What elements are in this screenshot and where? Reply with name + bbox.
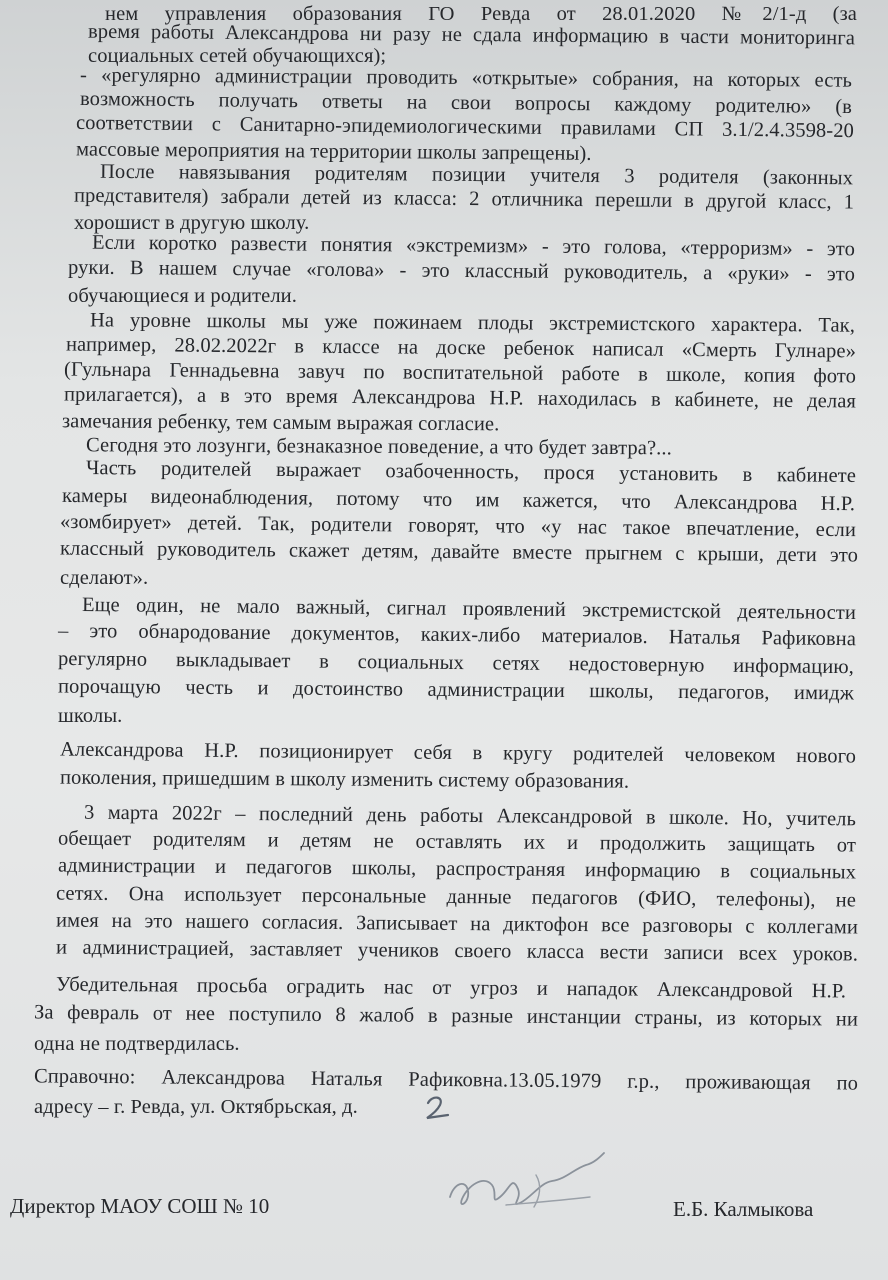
text-line: классный руководитель скажет детям, давайте вместе прыгнем с крыши, дети это [59, 537, 859, 567]
text-line: прилагается), а в это время Александрова Н.Р. находилась в кабинете, не делая [63, 383, 857, 413]
text-line: возможность получать ответы на свои вопросы каждому родителю» (в [79, 87, 853, 119]
text-line: замечания ребенку, тем самым выражая согласие. [61, 410, 500, 436]
text-line: Справочно: Александрова Наталья Рафиковна.13.05.1979 г.р., проживающая по [33, 1065, 859, 1095]
text-line: После навязывания родителям позиции учителя 3 родителя (законных [99, 160, 854, 190]
signer-title: Директор МАОУ СОШ № 10 [10, 1194, 270, 1218]
text-line: камеры видеонаблюдения, потому что им кажется, что Александрова Н.Р. [61, 484, 856, 516]
text-line: школы. [58, 705, 123, 727]
text-line: За февраль от нее поступило 8 жалоб в разные инстанции страны, из которых ни [33, 1001, 859, 1031]
text-line: Александрова Н.Р. позиционирует себя в кругу родителей человеком нового [59, 738, 857, 768]
text-line: регулярно выкладывает в социальных сетях недостоверную информацию, [57, 647, 855, 679]
text-line: На уровне школы мы уже пожинаем плоды экстремистского характера. Так, [89, 309, 856, 337]
text-line: - «регулярно администрации проводить «открытые» собрания, на которых есть [79, 64, 853, 92]
text-line: время работы Александрова ни разу не сдала информацию в части мониторинга [87, 20, 856, 50]
text-line: руки. В нашем случае «голова» - это классный руководитель, а «руки» - это [67, 256, 856, 286]
text-line: одна не подтвердилась. [34, 1033, 240, 1055]
text-line: соответствии с Санитарно-эпидемиологическими правилами СП 3.1/2.4.3598-20 [75, 111, 855, 143]
text-line: «зомбирует» детей. Так, родители говорят, что «у нас такое впечатление, если [59, 510, 857, 542]
text-line: – это обнародование документов, каких-либо материалов. Наталья Рафиковна [57, 619, 857, 651]
signer-name: Е.Б. Калмыкова [673, 1197, 814, 1221]
text-line: обещает родителям и детям не оставлять их и продолжить защищать от [57, 827, 857, 857]
text-line: и администрацией, заставляет учеников своего класса вести записи всех уроков. [55, 936, 859, 966]
text-line: Часть родителей выражает озабоченность, прося установить в кабинете [85, 456, 857, 488]
text-line: Еще один, не мало важный, сигнал проявлений экстремистской деятельности [81, 593, 857, 625]
text-line: (Гульнара Геннадьевна завуч по воспитательной работе в школе, копия фото [63, 358, 857, 388]
text-line: нем управления образования ГО Ревда от 28.01.2020 №2/1-д (за [105, 3, 857, 25]
text-line: администрации и педагогов школы, распространяя информацию в социальных [57, 854, 857, 884]
text-line: 3 марта 2022г – последний день работы Александровой в школе. Но, учитель [83, 801, 857, 831]
text-line: Сегодня это лозунги, безнаказное поведение, а что будет завтра?... [85, 434, 672, 460]
text-line: поколения, пришедшим в школу изменить систему образования. [59, 766, 630, 793]
text-line: сетях. Она использует персональные данные педагогов (ФИО, телефоны), не [55, 882, 857, 912]
text-line: сделают». [60, 567, 149, 589]
text-line: хорошист в другую школу. [74, 212, 310, 234]
text-line: адресу – г. Ревда, ул. Октябрьская, д. [34, 1096, 358, 1118]
text-line: Если коротко развести понятия «экстремизм» - это голова, «терроризм» - это [91, 231, 856, 261]
handwritten-number [422, 1094, 454, 1120]
text-line: представителя) забрали детей из класса: 2 отличника перешли в другой класс, 1 [73, 184, 855, 214]
text-line: социальных сетей обучающихся); [88, 45, 387, 67]
text-line: обучающиеся и родители. [68, 285, 297, 307]
text-line: порочащую честь и достоинство администрации школы, педагогов, имидж [57, 675, 855, 705]
handwritten-signature [440, 1145, 610, 1225]
text-line: имея на это нашего согласия. Записывает на диктофон все разговоры с коллегами [55, 909, 859, 939]
text-line: массовые мероприятия на территории школы запрещены). [75, 138, 592, 165]
text-line: Убедительная просьба оградить нас от угроз и нападок Александровой Н.Р. [55, 973, 847, 1003]
text-line: например, 28.02.2022г в классе на доске ребенок написал «Смерть Гулнаре» [65, 333, 857, 363]
